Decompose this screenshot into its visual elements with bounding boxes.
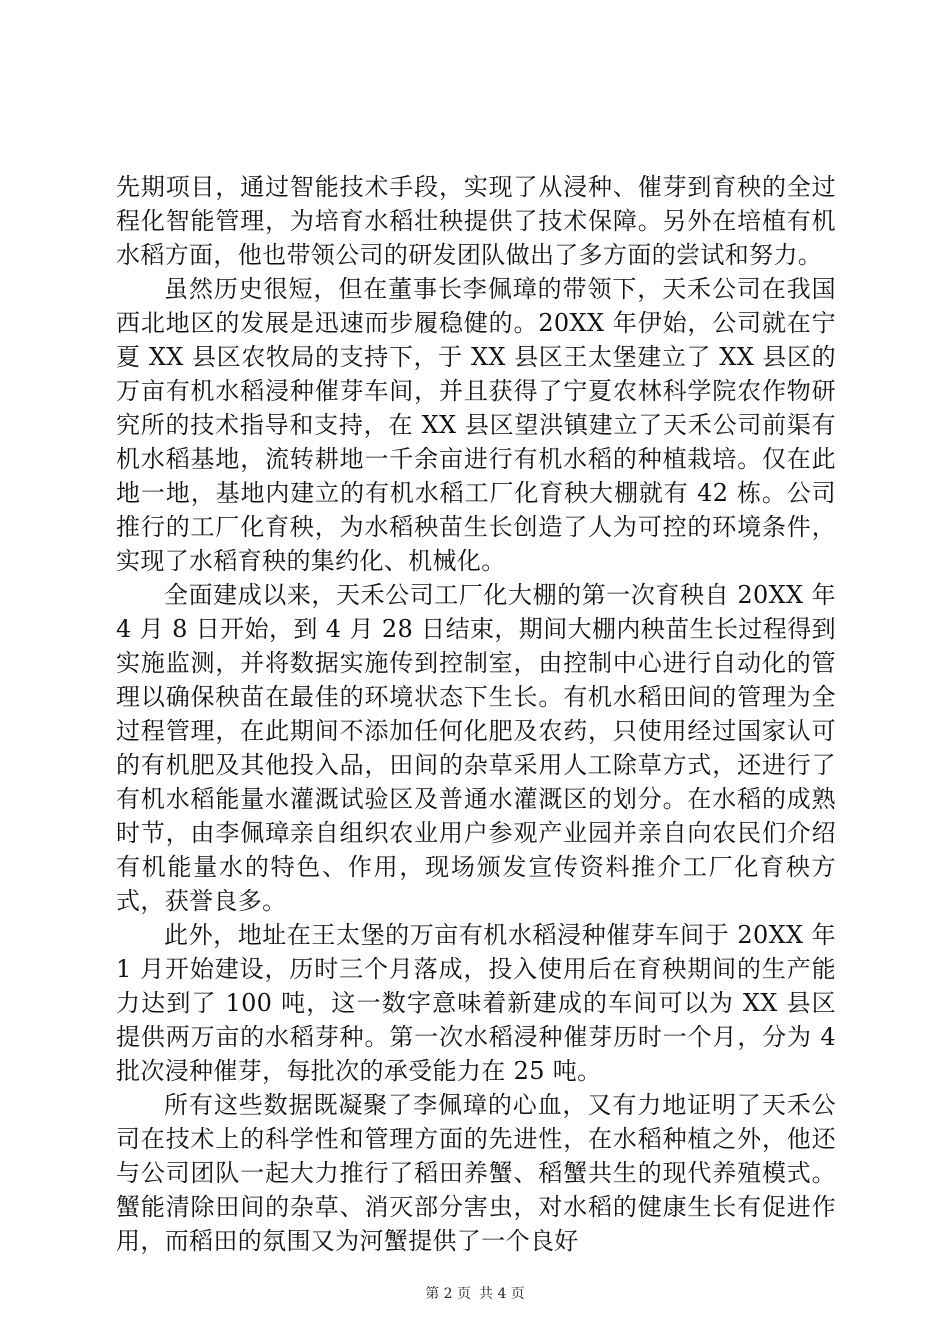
paragraph-1: 先期项目，通过智能技术手段，实现了从浸种、催芽到育秧的全过程化智能管理，为培育水稻壮秧提供了技术保障。另外在培植有机水稻方面，他也带领公司的研发团队做出了多方面的尝试和努力。 — [116, 173, 836, 269]
paragraph-4: 此外，地址在王太堡的万亩有机水稻浸种催芽车间于 20XX 年 1 月开始建设，历时三个月落成，投入使用后在育秧期间的生产能力达到了 100 吨，这一数字意味着新建成的车间可以为 XX 县区提供两万亩的水稻芽种。第一次水稻浸种催芽历时一个月，分为 4 批次浸种催芽，每批次的承受能力在 25 吨。 — [116, 921, 836, 1085]
page-number: 第 2 页 — [425, 1286, 471, 1302]
body-text — [116, 170, 836, 1258]
page-total: 共 4 页 — [479, 1286, 525, 1302]
paragraph-5: 所有这些数据既凝聚了李佩璋的心血，又有力地证明了天禾公司在技术上的科学性和管理方面的先进性，在水稻种植之外，他还与公司团队一起大力推行了稻田养蟹、稻蟹共生的现代养殖模式。蟹能清除田间的杂草、消灭部分害虫，对水稻的健康生长有促进作用，而稻田的氛围又为河蟹提供了一个良好 — [116, 1091, 836, 1255]
page-footer — [0, 1285, 950, 1303]
paragraph-2: 虽然历史很短，但在董事长李佩璋的带领下，天禾公司在我国西北地区的发展是迅速而步履稳健的。20XX 年伊始，公司就在宁夏 XX 县区农牧局的支持下，于 XX 县区王太堡建立了 XX 县区的万亩有机水稻浸种催芽车间，并且获得了宁夏农林科学院农作物研究所的技术指导和支持，在 XX 县区望洪镇建立了天禾公司前渠有机水稻基地，流转耕地一千余亩进行有机水稻的种植栽培。仅在此地一地，基地内建立的有机水稻工厂化育秧大棚就有 42 栋。公司推行的工厂化育秧，为水稻秧苗生长创造了人为可控的环境条件，实现了水稻育秧的集约化、机械化。 — [116, 275, 836, 575]
paragraph-3: 全面建成以来，天禾公司工厂化大棚的第一次育秧自 20XX 年 4 月 8 日开始，到 4 月 28 日结束，期间大棚内秧苗生长过程得到实施监测，并将数据实施传到控制室，由控制中心进行自动化的管理以确保秧苗在最佳的环境状态下生长。有机水稻田间的管理为全过程管理，在此期间不添加任何化肥及农药，只使用经过国家认可的有机肥及其他投入品，田间的杂草采用人工除草方式，还进行了有机水稻能量水灌溉试验区及普通水灌溉区的划分。在水稻的成熟时节，由李佩璋亲自组织农业用户参观产业园并亲自向农民们介绍有机能量水的特色、作用，现场颁发宣传资料推介工厂化育秧方式，获誉良多。 — [116, 581, 836, 915]
